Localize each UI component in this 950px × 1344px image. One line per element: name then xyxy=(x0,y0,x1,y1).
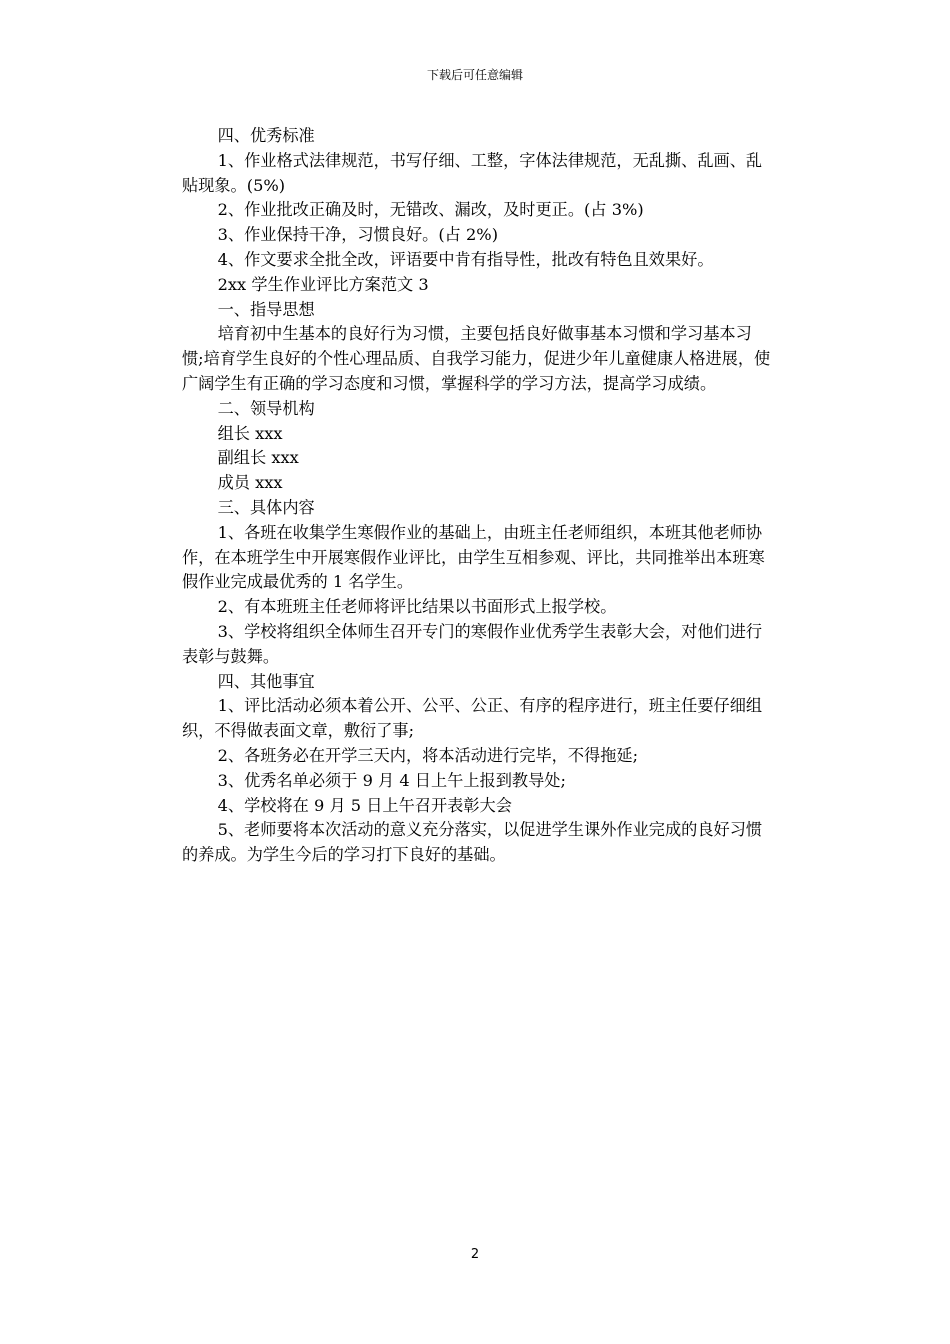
leader-line: 组长 xxx xyxy=(217,423,283,443)
heading-other-matters: 四、其他事宜 xyxy=(217,671,315,691)
heading-excellence-standards: 四、优秀标准 xyxy=(217,126,315,145)
heading-guiding-ideology: 一、指导思想 xyxy=(217,299,315,319)
paragraph: 1、评比活动必须本着公开、公平、公正、有序的程序进行，班主任要仔细组织，不得做表面文章，敷衍了事; xyxy=(182,696,763,741)
paragraph: 3、优秀名单必须于 9 月 4 日上午上报到教导处; xyxy=(217,770,566,790)
document-body xyxy=(182,124,772,868)
page-number: 2 xyxy=(470,1247,480,1262)
paragraph: 2、各班务必在开学三天内，将本活动进行完毕，不得拖延; xyxy=(217,745,639,765)
deputy-leader-line: 副组长 xxx xyxy=(217,448,299,468)
paragraph: 1、各班在收集学生寒假作业的基础上，由班主任老师组织，本班其他老师协作，在本班学生中开展寒假作业评比，由学生互相参观、评比，共同推举出本班寒假作业完成最优秀的 1 名学生。 xyxy=(182,522,765,592)
paragraph: 2、作业批改正确及时，无错改、漏改，及时更正。(占 3%) xyxy=(217,200,644,220)
heading-specific-content: 三、具体内容 xyxy=(217,497,315,517)
section-title: 2xx 学生作业评比方案范文 3 xyxy=(217,274,429,294)
member-line: 成员 xxx xyxy=(217,473,283,493)
paragraph: 4、学校将在 9 月 5 日上午召开表彰大会 xyxy=(217,795,512,815)
paragraph: 2、有本班班主任老师将评比结果以书面形式上报学校。 xyxy=(217,597,617,617)
page-header: 下载后可任意编辑 xyxy=(426,68,523,82)
paragraph: 4、作文要求全批全改，评语要中肯有指导性，批改有特色且效果好。 xyxy=(217,249,714,269)
paragraph: 3、作业保持干净，习惯良好。(占 2%) xyxy=(217,225,499,245)
paragraph: 5、老师要将本次活动的意义充分落实，以促进学生课外作业完成的良好习惯的养成。为学生今后的学习打下良好的基础。 xyxy=(182,820,763,865)
paragraph: 3、学校将组织全体师生召开专门的寒假作业优秀学生表彰大会，对他们进行表彰与鼓舞。 xyxy=(182,621,763,666)
heading-leadership: 二、领导机构 xyxy=(217,398,315,418)
paragraph: 1、作业格式法律规范，书写仔细、工整，字体法律规范，无乱撕、乱画、乱贴现象。(5%) xyxy=(182,150,763,195)
paragraph: 培育初中生基本的良好行为习惯，主要包括良好做事基本习惯和学习基本习惯;培育学生良好的个性心理品质、自我学习能力，促进少年儿童健康人格进展，使广阔学生有正确的学习态度和习惯，掌握科学的学习方法，提高学习成绩。 xyxy=(182,324,771,393)
